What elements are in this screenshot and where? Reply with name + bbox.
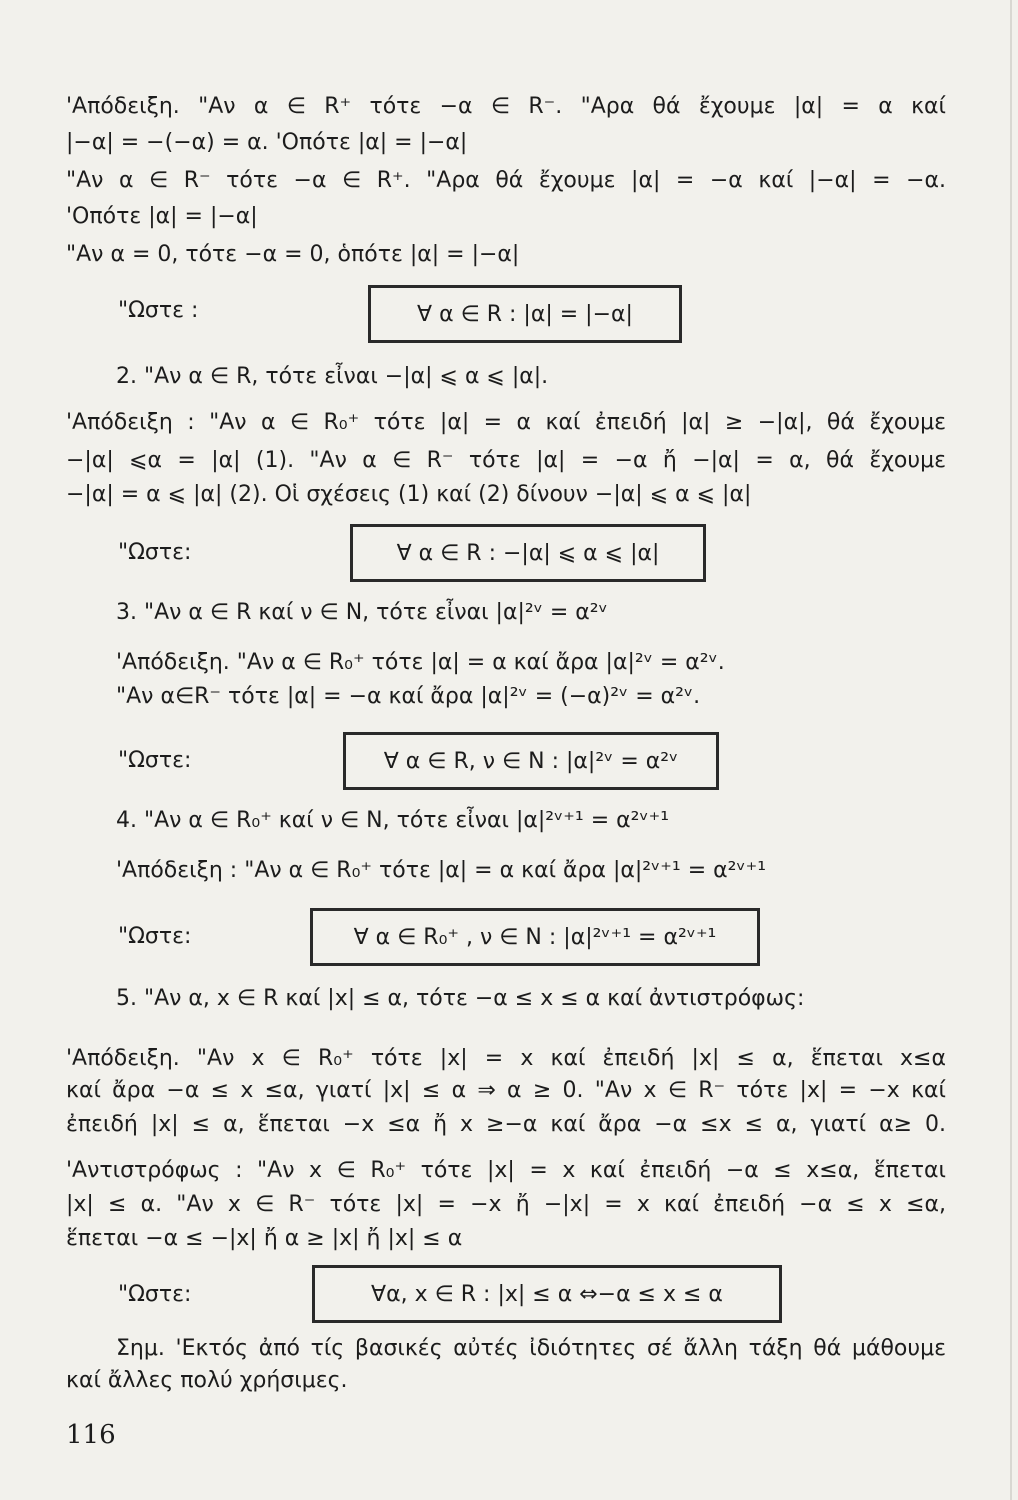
- item3-statement: 3. "Αν α ∈ R καί ν ∈ N, τότε εἶναι |α|²ᵛ = α²ᵛ: [116, 600, 608, 625]
- item5-converse-line-1: 'Αντιστρόφως : "Αν x ∈ R₀⁺ τότε |x| = x καί ἐπειδή −α ≤ x≤α, ἕπεται: [66, 1158, 946, 1183]
- item2-result-box: ∀ α ∈ R : −|α| ⩽ α ⩽ |α|: [350, 524, 706, 582]
- item5-proof-line-3: ἐπειδή |x| ≤ α, ἕπεται −x ≤α ἤ x ≥−α καί ἄρα −α ≤x ≤ α, γιατί α≥ 0.: [66, 1112, 946, 1137]
- item5-proof-line-1: 'Απόδειξη. "Αν x ∈ R₀⁺ τότε |x| = x καί ἐπειδή |x| ≤ α, ἕπεται x≤α: [66, 1046, 946, 1071]
- proof1-line-2: |−α| = −(−α) = α. 'Οπότε |α| = |−α|: [66, 130, 468, 155]
- proof1-line-1: 'Απόδειξη. "Αν α ∈ R⁺ τότε −α ∈ R⁻. "Αρα θά ἔχουμε |α| = α καί: [66, 94, 946, 119]
- item2-proof-line-2: −|α| ⩽α = |α| (1). "Αν α ∈ R⁻ τότε |α| = −α ἤ −|α| = α, θά ἔχουμε: [66, 448, 946, 473]
- item3-proof-line-1: 'Απόδειξη. "Αν α ∈ R₀⁺ τότε |α| = α καί ἄρα |α|²ᵛ = α²ᵛ.: [116, 650, 725, 675]
- item5-statement: 5. "Αν α, x ∈ R καί |x| ≤ α, τότε −α ≤ x ≤ α καί ἀντιστρόφως:: [116, 986, 805, 1011]
- item2-statement: 2. "Αν α ∈ R, τότε εἶναι −|α| ⩽ α ⩽ |α|.: [116, 364, 549, 389]
- item3-proof-line-2: "Αν α∈R⁻ τότε |α| = −α καί ἄρα |α|²ᵛ = (−α)²ᵛ = α²ᵛ.: [116, 684, 701, 709]
- item4-proof-line-1: 'Απόδειξη : "Αν α ∈ R₀⁺ τότε |α| = α καί ἄρα |α|²ᵛ⁺¹ = α²ᵛ⁺¹: [116, 858, 767, 883]
- note-line-1: Σημ. 'Εκτός ἀπό τίς βασικές αὐτές ἰδιότητες σέ ἄλλη τάξη θά μάθουμε: [116, 1336, 946, 1361]
- item2-conclusion-label: "Ωστε:: [118, 540, 192, 565]
- proof1-conclusion-label: "Ωστε :: [118, 298, 199, 323]
- note-line-2: καί ἄλλες πολύ χρήσιμες.: [66, 1368, 348, 1393]
- proof1-result-box: ∀ α ∈ R : |α| = |−α|: [368, 285, 682, 343]
- proof1-line-4: 'Οπότε |α| = |−α|: [66, 204, 258, 229]
- item3-conclusion-label: "Ωστε:: [118, 748, 192, 773]
- page-number: 116: [66, 1420, 116, 1450]
- item5-converse-line-3: ἕπεται −α ≤ −|x| ἤ α ≥ |x| ἤ |x| ≤ α: [66, 1226, 463, 1251]
- item3-result-box: ∀ α ∈ R, ν ∈ N : |α|²ᵛ = α²ᵛ: [343, 732, 719, 790]
- item4-statement: 4. "Αν α ∈ R₀⁺ καί ν ∈ N, τότε εἶναι |α|²ᵛ⁺¹ = α²ᵛ⁺¹: [116, 808, 670, 833]
- item5-conclusion-label: "Ωστε:: [118, 1282, 192, 1307]
- item5-result-box: ∀α, x ∈ R : |x| ≤ α ⇔−α ≤ x ≤ α: [312, 1265, 782, 1323]
- item5-converse-line-2: |x| ≤ α. "Αν x ∈ R⁻ τότε |x| = −x ἤ −|x| = x καί ἐπειδή −α ≤ x ≤α,: [66, 1192, 946, 1217]
- item5-proof-line-2: καί ἄρα −α ≤ x ≤α, γιατί |x| ≤ α ⇒ α ≥ 0. "Αν x ∈ R⁻ τότε |x| = −x καί: [66, 1078, 946, 1103]
- item4-result-box: ∀ α ∈ R₀⁺ , ν ∈ N : |α|²ᵛ⁺¹ = α²ᵛ⁺¹: [310, 908, 760, 966]
- item4-conclusion-label: "Ωστε:: [118, 924, 192, 949]
- proof1-line-5: "Αν α = 0, τότε −α = 0, ὁπότε |α| = |−α|: [66, 242, 520, 267]
- page-edge-shadow: [1010, 0, 1012, 1500]
- item2-proof-line-3: −|α| = α ⩽ |α| (2). Οἱ σχέσεις (1) καί (2) δίνουν −|α| ⩽ α ⩽ |α|: [66, 482, 752, 507]
- item2-proof-line-1: 'Απόδειξη : "Αν α ∈ R₀⁺ τότε |α| = α καί ἐπειδή |α| ≥ −|α|, θά ἔχουμε: [66, 410, 946, 435]
- proof1-line-3: "Αν α ∈ R⁻ τότε −α ∈ R⁺. "Αρα θά ἔχουμε |α| = −α καί |−α| = −α.: [66, 168, 946, 193]
